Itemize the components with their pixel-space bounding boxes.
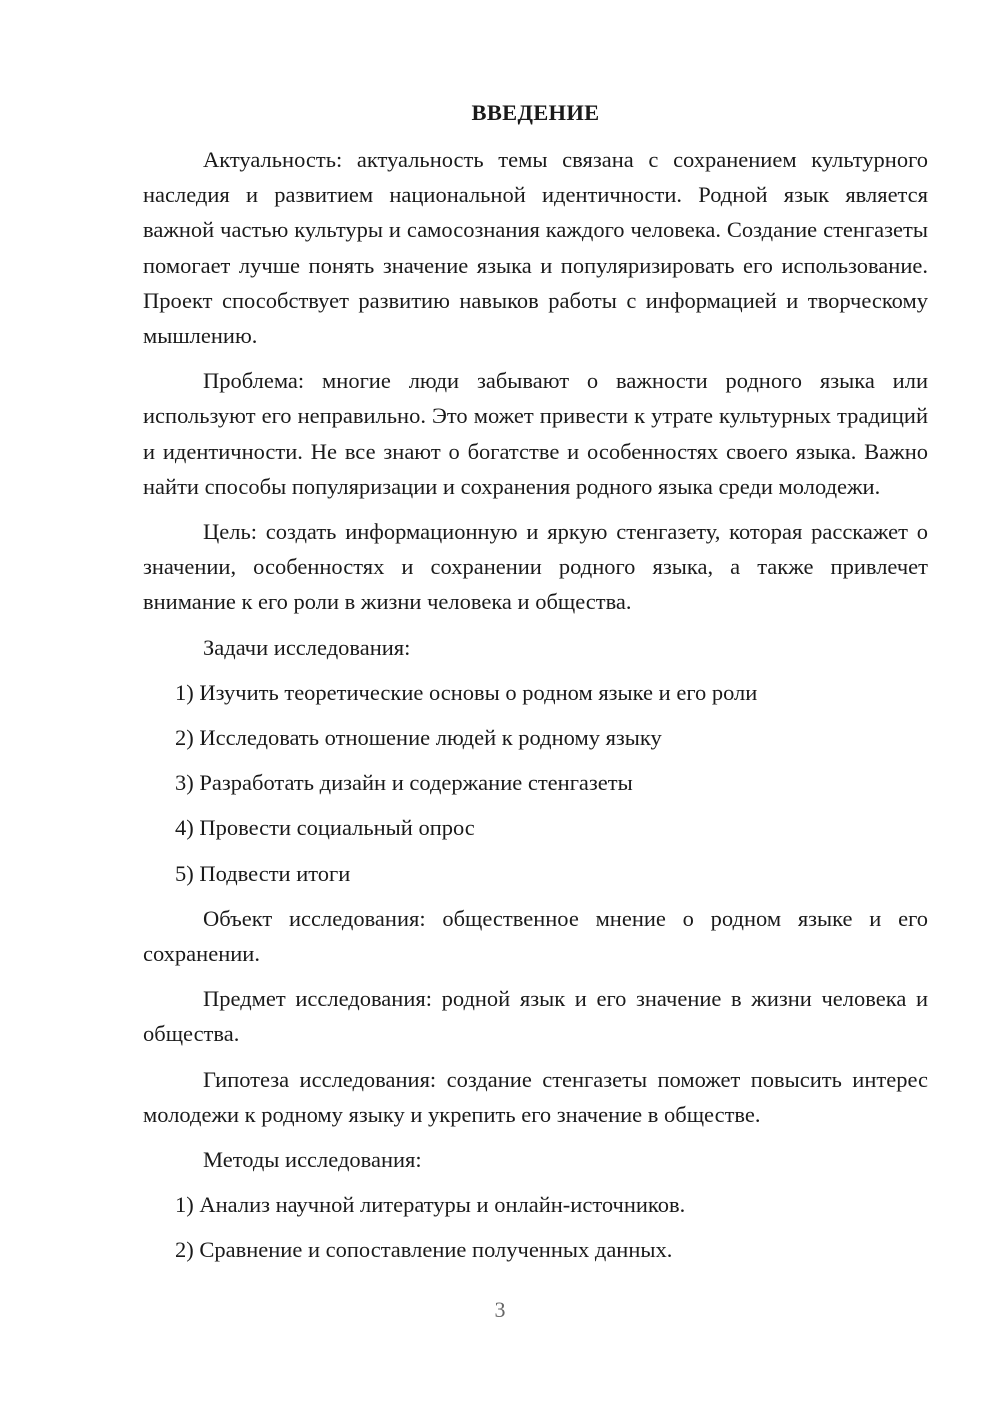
paragraph-problem: Проблема: многие люди забывают о важности родного языка или используют его неправильно. Это может привести к утрате культурных традиций и идентичности. Не все знают о богатстве и особенностях своего языка. Важно найти способы популяризации и сохранения родного языка среди молодежи. <box>143 368 928 499</box>
page-number: 3 <box>494 1297 506 1322</box>
list-item: 5) Подвести итоги <box>175 860 351 886</box>
list-item: 4) Провести социальный опрос <box>175 815 475 841</box>
paragraph-relevance: Актуальность: актуальность темы связана с сохранением культурного наследия и развитием национальной идентичности. Родной язык является важной частью культуры и самосознания каждого человека. Создание стенгазеты помогает лучше понять значение языка и популяризировать его использование. Проект способствует развитию навыков работы с информацией и творческому мышлению. <box>143 147 928 349</box>
list-item: 1) Изучить теоретические основы о родном языке и его роли <box>175 679 758 705</box>
paragraph-object: Объект исследования: общественное мнение о родном языке и его сохранении. <box>143 905 928 967</box>
document-page <box>143 95 928 1278</box>
page-title: ВВЕДЕНИЕ <box>471 100 600 125</box>
list-item: 2) Сравнение и сопоставление полученных данных. <box>175 1237 673 1263</box>
paragraph-goal: Цель: создать информационную и яркую стенгазету, которая расскажет о значении, особенностях и сохранении родного языка, а также привлечет внимание к его роли в жизни человека и общества. <box>143 519 928 615</box>
paragraph-hypothesis: Гипотеза исследования: создание стенгазеты поможет повысить интерес молодежи к родному языку и укрепить его значение в обществе. <box>143 1066 928 1127</box>
tasks-list <box>143 675 928 891</box>
paragraph-subject: Предмет исследования: родной язык и его значение в жизни человека и общества. <box>143 986 928 1047</box>
methods-heading: Методы исследования: <box>203 1147 422 1173</box>
methods-list <box>143 1187 928 1267</box>
list-item: 3) Разработать дизайн и содержание стенгазеты <box>175 770 633 796</box>
list-item: 2) Исследовать отношение людей к родному языку <box>175 725 662 751</box>
list-item: 1) Анализ научной литературы и онлайн-источников. <box>175 1192 686 1218</box>
tasks-heading: Задачи исследования: <box>203 634 411 660</box>
